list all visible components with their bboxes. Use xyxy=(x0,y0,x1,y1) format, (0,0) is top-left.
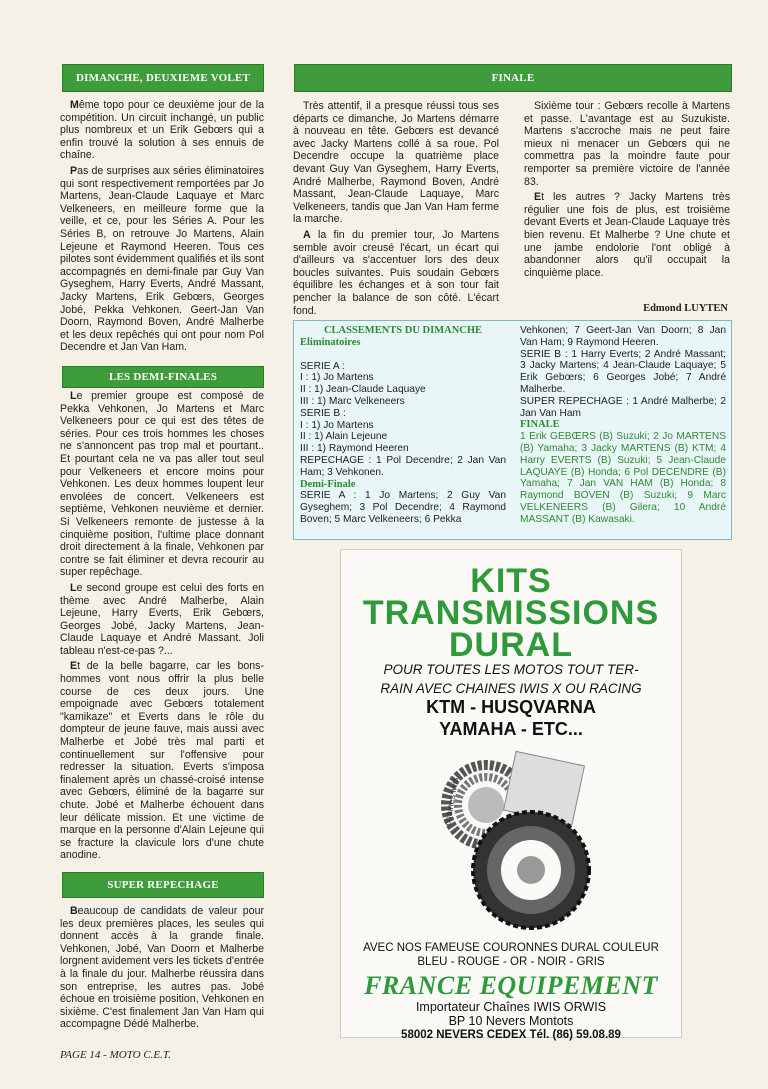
paragraph xyxy=(60,905,264,1031)
ad-brands-1: KTM - HUSQVARNA xyxy=(426,697,596,717)
chain-sprocket-photo xyxy=(431,750,601,935)
header-finale: FINALE xyxy=(294,64,732,92)
paragraph-lead-letter: E xyxy=(70,660,78,673)
demi-finale-serie-b: SERIE B : 1 Harry Everts; 2 André Massant; 3 Jacky Martens; 4 Jean-Claude Laquaye; 5 Erik Gebœrs; 6 Georges Jobé; 7 André Malherbe. xyxy=(520,348,726,395)
paragraph-text: ême topo pour ce deuxième jour de la compétition. Un circuit inchangé, un public plus nombreux et un Erik Gebœrs qui a enfin trouvé la solution à ses ennuis de chaîne. xyxy=(60,99,264,162)
paragraph-lead-letter: B xyxy=(70,905,78,917)
paragraph xyxy=(524,100,730,188)
paragraph xyxy=(60,390,264,579)
classements-title: CLASSEMENTS DU DIMANCHE xyxy=(323,325,483,336)
ad-title-transmissions: TRANSMISSIONS xyxy=(362,594,660,632)
ad-brands-2: YAMAHA - ETC... xyxy=(439,719,583,739)
ad-title-kits: KITS xyxy=(470,562,552,600)
paragraph xyxy=(60,165,264,354)
paragraph-text: e second groupe est celui des forts en thème avec André Malherbe, Alain Lejeune, Harry Everts, Erik Gebœrs, Georges Jobé, Jacky Martens, Jean-Claude Laquaye et André Massant. Joli tableau n'est-ce-pas ?... xyxy=(60,581,264,657)
paragraph xyxy=(293,229,499,317)
header-super-repechage: SUPER REPECHAGE xyxy=(62,872,264,898)
eliminatoires-title: Eliminatoires xyxy=(300,336,361,348)
dural-advertisement xyxy=(340,549,682,1041)
page-footer: PAGE 14 - MOTO C.E.T. xyxy=(60,1049,171,1061)
classements-box xyxy=(293,320,732,540)
ad-address-1: Importateur Chaînes IWIS ORWIS xyxy=(415,1000,607,1014)
paragraph-text: Sixième tour : Gebœrs recolle à Martens et passe. L'avantage est au Suzukiste. Martens s'accroche mais ne peut faire mieux ni menacer un Gebœrs qui ne commettra pas la moindre faute pour remporter sa première victoire de l'année 83. xyxy=(524,100,730,188)
paragraph-lead-letter: L xyxy=(70,581,77,594)
ad-title-dural: DURAL xyxy=(449,626,573,664)
header-dimanche: DIMANCHE, DEUXIEME VOLET xyxy=(62,64,264,92)
paragraph-text: Très attentif, il a presque réussi tous ses départs ce dimanche, Jo Martens démarre à nouveau en tête. Gebœrs est devancé avec Jacky Martens collé à sa roue. Pol Decendre occupe la quatrième place devant Guy Van Gyseghem, Harry Everts, André Malherbe, Raymond Boven, André Massant, Jean-Claude Laquaye, Marc Velkeneers, tandis que Jan Van Ham ferme la marche. xyxy=(293,100,499,226)
classement-line: SERIE B : xyxy=(300,407,346,419)
paragraph-text: t les autres ? Jacky Martens très régulier une fois de plus, est troisième devant Everts et Jean-Claude Laquaye très bien revenu. Et Malherbe ? Une chute et une jambe endolorie l'ont obligé à abandonner alors qu'il occupait la cinquième place. xyxy=(524,191,730,279)
article-col2 xyxy=(293,100,499,320)
classement-line: I : 1) Jo Martens xyxy=(300,372,374,384)
eliminatoires-list xyxy=(300,361,506,455)
repechage-text: REPECHAGE : 1 Pol Decendre; 2 Jan Van Ham; 3 Vehkonen. xyxy=(300,454,506,478)
demi-finale-serie-a-cont: Vehkonen; 7 Geert-Jan Van Doorn; 8 Jan Van Ham; 9 Raymond Heeren. xyxy=(520,325,726,348)
classement-line: SERIE A : xyxy=(300,360,345,372)
paragraph-text: t de la belle bagarre, car les bons-hommes vont nous offrir la plus belle course de ces deux jours. Une empoignade avec Gebœrs totalement "kamikaze" et Everts dans le rôle du dompteur de jeune fauve, mais aussi avec Malherbe et Jobé très mal parti et continuellement sur l'offensive pour redresser la situation. Everts s'imposa finalement après un chassé-croisé intense avec Gebœrs, éliminé de la bagarre sur chute. Jobé et Malherbe échouent dans leur délicate mission. Et une victime de marque en la personne d'Alain Lejeune qui se fracture la clavicule lors d'une chute anodine. xyxy=(60,660,264,862)
ad-address-2: BP 10 Nevers Montots xyxy=(448,1014,574,1028)
ad-company: FRANCE EQUIPEMENT xyxy=(364,971,658,1000)
classements-left xyxy=(300,325,506,526)
paragraph-lead-letter: M xyxy=(70,99,79,111)
author-signature: Edmond LUYTEN xyxy=(643,303,728,314)
paragraph-text: as de surprises aux séries éliminatoires qui sont respectivement remportées par Jo Martens, Jean-Claude Laquaye et Marc Velkeneers, en meilleure forme que la veille, et ce, pour les Séries A. Pour les Séries B, on retrouve Jo Martens, Alain Lejeune et Raymond Heeren. Tous ces pilotes sont évidemment qualifiés et ils sont accompagnés en demi-finale par Guy Van Gyseghem, Harry Everts, André Massant, Jacky Martens, Erik Gebœrs, Georges Jobé, Pekka Vehkonen. Geert-Jan Van Doorn, Raymond Boven, André Malherbe et les deux repêchés qui ont pour nom Pol Decendre et Jan Van Ham. xyxy=(60,164,264,354)
classements-right xyxy=(520,325,726,526)
paragraph-lead-letter: E xyxy=(534,191,542,204)
super-repechage-result: SUPER REPECHAGE : 1 André Malherbe; 2 Jan Van Ham xyxy=(520,395,726,419)
classement-line: III : 1) Marc Velkeneers xyxy=(300,395,405,407)
demi-finale-title: Demi-Finale xyxy=(300,478,356,490)
sprocket-icon xyxy=(473,812,589,928)
paragraph xyxy=(60,582,264,658)
paragraph-text: eaucoup de candidats de valeur pour les deux premières places, les seules qui donnent accès à la grande finale. Vehkonen, Jobé, Van Doorn et Malherbe lorgnent avidement vers les tickets d'entrée à la finale du jour. Malherbe réussira dans son entreprise, les autres pas. Jobé échoue en troisième position, Vehkonen en sixième. C'est finalement Jan Van Ham qui accompagne Dédé Malherbe. xyxy=(60,905,264,1031)
ad-colors-2: BLEU - ROUGE - OR - NOIR - GRIS xyxy=(417,956,605,968)
box-label: chaines iwis xyxy=(442,776,461,827)
ad-colors-1: AVEC NOS FAMEUSE COURONNES DURAL COULEUR xyxy=(363,942,659,954)
article-col1-part1 xyxy=(60,99,264,357)
ad-subtitle-1: POUR TOUTES LES MOTOS TOUT TER- xyxy=(383,662,639,677)
article-col1-part3 xyxy=(60,905,264,1034)
paragraph xyxy=(60,660,264,862)
demi-finale-serie-a: SERIE A : 1 Jo Martens; 2 Guy Van Gyseghem; 3 Pol Decendre; 4 Raymond Boven; 5 Marc Velkeneers; 6 Pekka xyxy=(300,490,506,525)
paragraph-text: la fin du premier tour, Jo Martens semble avoir creusé l'écart, un écart qui d'ailleurs va s'accentuer lors des deux boucles suivantes. Puis soudain Gebœrs équilibre les échanges et à son tour fait pencher la balance de son côté. L'écart fond. xyxy=(293,228,499,317)
paragraph xyxy=(293,100,499,226)
classement-line: II : 1) Alain Lejeune xyxy=(300,431,388,443)
classement-line: III : 1) Raymond Heeren xyxy=(300,443,409,455)
paragraph-lead-letter: P xyxy=(70,164,78,177)
article-col3 xyxy=(524,100,730,282)
ad-subtitle-2: RAIN AVEC CHAINES IWIS X OU RACING xyxy=(380,681,642,696)
article-col1-part2 xyxy=(60,390,264,865)
finale-title: FINALE xyxy=(520,419,560,431)
finale-result: 1 Erik GEBŒRS (B) Suzuki; 2 Jo MARTENS (B) Yamaha; 3 Jacky MARTENS (B) KTM; 4 Harry EVERTS (B) Suzuki; 5 Jean-Claude LAQUAYE (B) Honda; 6 Pol DECENDRE (B) Yamaha; 7 Jan VAN HAM (B) Honda; 8 Raymond BOVEN (B) Suzuki; 9 Marc VELKENEERS (B) Gilera; 10 André MASSANT (B) Kawasaki. xyxy=(520,431,726,525)
classement-line: II : 1) Jean-Claude Laquaye xyxy=(300,384,426,396)
paragraph-lead-letter: L xyxy=(70,390,77,402)
classement-line: I : 1) Jo Martens xyxy=(300,419,374,431)
paragraph-text: e premier groupe est composé de Pekka Vehkonen, Jo Martens et Marc Velkeneers pour ce qui est des têtes de séries. Pour ces trois hommes les choses ne s'annoncent pas trop mal et pourtant.. Et pourtant cela ne va pas aller tout seul pour Velkeneers et encore moins pour Vehkonen. Les deux hommes loupent leur envolées de concert. Velkeneers est septième, Vehkonen neuvième et dernier. Si Velkeneers remonte de justesse à la cinquième position, l'ultime place donnant droit directement à la finale, Vehkonen par contre se fait éliminer et devra recourir au super repêchage. xyxy=(60,390,264,579)
ad-address-3: 58002 NEVERS CEDEX Tél. (86) 59.08.89 xyxy=(401,1029,621,1041)
header-demi-finales: LES DEMI-FINALES xyxy=(62,366,264,388)
paragraph-lead-letter: A xyxy=(303,228,311,241)
paragraph xyxy=(524,191,730,279)
paragraph xyxy=(60,99,264,162)
